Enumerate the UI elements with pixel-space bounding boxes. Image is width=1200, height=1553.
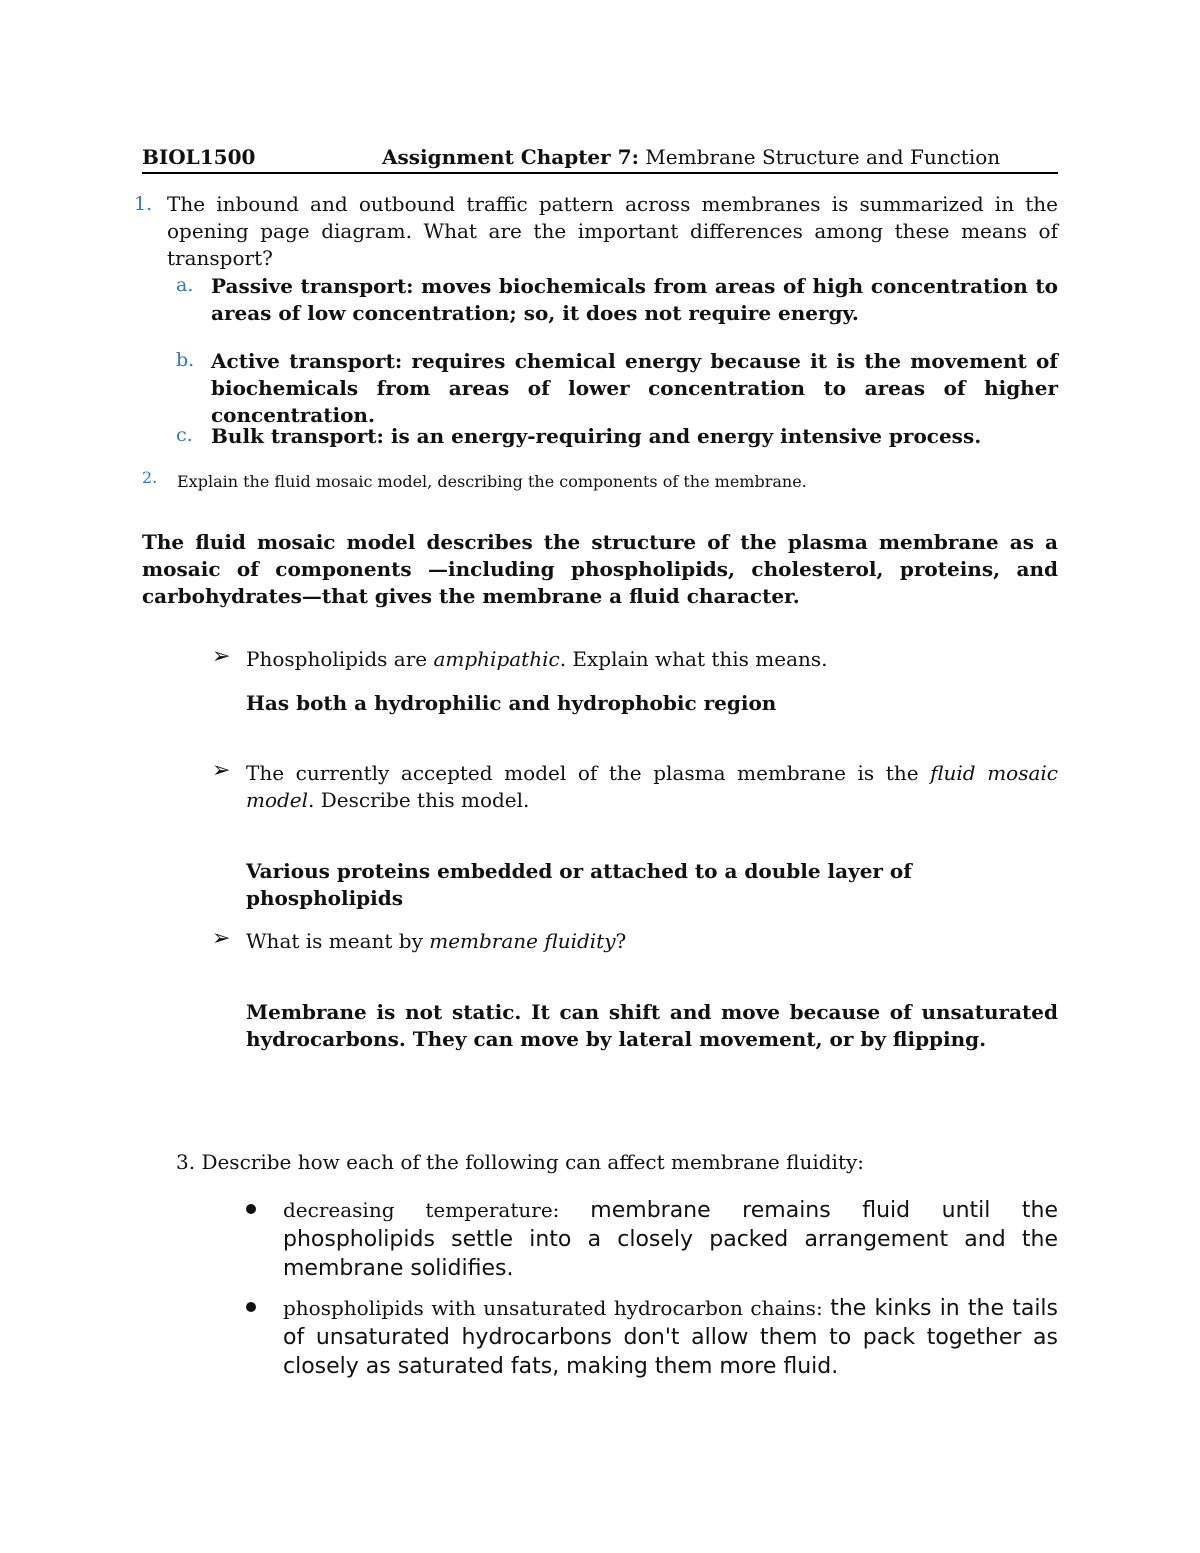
sub-answer-fluidity: Membrane is not static. It can shift and move because of unsaturated hydrocarbons. They can move by lateral movement, or by flipping.	[246, 1000, 1058, 1051]
q2-text: Explain the fluid mosaic model, describing the components of the membrane.	[177, 472, 807, 491]
sub-question-term: membrane fluidity	[429, 929, 616, 953]
q1-text: The inbound and outbound traffic pattern across membranes is summarized in the opening page diagram. What are the important differences among these means of transport?	[167, 192, 1058, 270]
sub-question-post: . Describe this model.	[308, 788, 530, 812]
q3-item-temperature	[283, 1196, 1058, 1283]
q1-answer-c-letter: c.	[176, 424, 193, 446]
assignment-title	[382, 145, 1000, 169]
q3-item-answer: membrane remains fluid until the phospholipids settle into a closely packed arrangement and the membrane solidifies.	[283, 1198, 1058, 1281]
sub-question-term: fluid mosaic model	[246, 761, 1058, 812]
arrowhead-bullet-icon: ➢	[212, 758, 231, 783]
arrowhead-bullet-icon: ➢	[212, 644, 231, 669]
q1-number: 1.	[134, 193, 153, 215]
q1-answer-b: Active transport: requires chemical energy because it is the movement of biochemicals from areas of lower concentration to areas of higher concentration.	[211, 349, 1058, 427]
q3-text: 3. Describe how each of the following can affect membrane fluidity:	[176, 1150, 865, 1174]
q1-answer-b-letter: b.	[176, 349, 195, 371]
sub-question-pre: The currently accepted model of the plasma membrane is the	[246, 761, 931, 785]
q2-answer: The fluid mosaic model describes the structure of the plasma membrane as a mosaic of components —including phospholipids, cholesterol, proteins, and carbohydrates—that gives the membrane a fluid character.	[142, 530, 1058, 608]
round-bullet-icon	[246, 1204, 256, 1214]
sub-question-fluidity	[246, 928, 1058, 955]
sub-question-term: amphipathic	[433, 647, 560, 671]
document-header	[142, 142, 1058, 174]
q1-answer-a: Passive transport: moves biochemicals from areas of high concentration to areas of low concentration; so, it does not require energy.	[211, 274, 1058, 325]
sub-question-fluid-mosaic	[246, 760, 1058, 814]
q3-item-label: phospholipids with unsaturated hydrocarbon chains:	[283, 1296, 823, 1320]
assignment-title-rest: Membrane Structure and Function	[638, 145, 1001, 169]
course-code: BIOL1500	[142, 145, 256, 169]
q1-answer-a-letter: a.	[176, 274, 194, 296]
round-bullet-icon	[246, 1302, 256, 1312]
sub-question-amphipathic	[246, 646, 1058, 673]
arrowhead-bullet-icon: ➢	[212, 926, 231, 951]
sub-question-pre: What is meant by	[246, 929, 430, 953]
sub-question-post: . Explain what this means.	[559, 647, 828, 671]
sub-answer-amphipathic: Has both a hydrophilic and hydrophobic region	[246, 691, 777, 715]
sub-question-pre: Phospholipids are	[246, 647, 434, 671]
q3-item-answer: the kinks in the tails of unsaturated hydrocarbons don't allow them to pack together as closely as saturated fats, making them more fluid.	[283, 1296, 1058, 1379]
sub-answer-fluid-mosaic: Various proteins embedded or attached to a double layer of phospholipids	[246, 859, 912, 910]
assignment-title-bold: Assignment Chapter 7:	[382, 145, 639, 169]
q3-item-unsaturated	[283, 1294, 1058, 1381]
q3-item-label: decreasing temperature:	[283, 1198, 560, 1222]
q2-number: 2.	[142, 468, 158, 487]
sub-question-post: ?	[615, 929, 627, 953]
q1-answer-c: Bulk transport: is an energy-requiring and energy intensive process.	[211, 424, 982, 448]
